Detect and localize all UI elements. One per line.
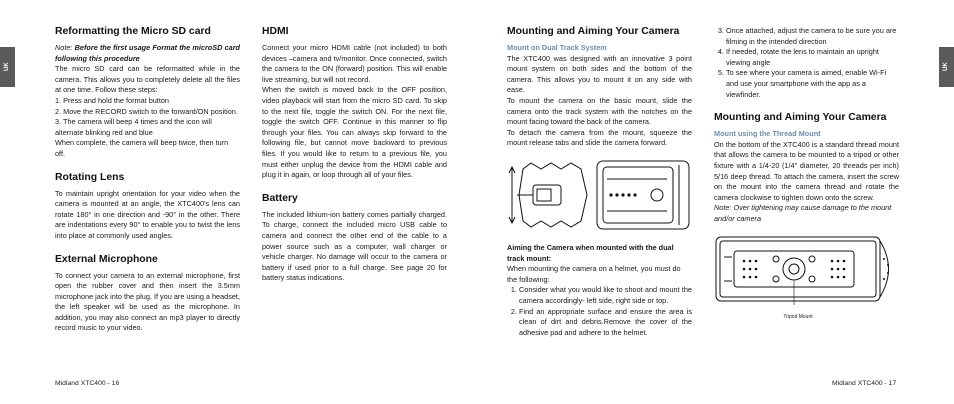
subheading-dual-track: Mount on Dual Track System bbox=[507, 43, 607, 52]
tripod-mount-illustration bbox=[714, 231, 899, 323]
footer-page-left: Midland XTC400 - 16 bbox=[55, 380, 120, 387]
list-item: 4. If needed, rotate the lens to maintain an upright viewing angle bbox=[726, 47, 899, 68]
paragraph-hdmi-2: When the switch is moved back to the OFF position, video playback will start from the micro SD card. To skip to the next file, toggle the switch ON. For the next file, toggle the switch OFF. Continue in this manner to flip through your files. You can always skip forward to the following file, but cannot move backward to previous files. If you would like to return to a previous file, you must either unplug the device from the HDMI cable and plug it in again, or loop through all of your files. bbox=[262, 85, 447, 180]
paragraph-mount-3: To detach the camera from the mount, squeeze the mount release tabs and slide the camera forward. bbox=[507, 127, 692, 148]
step-complete: When complete, the camera will beep twice, then turn off. bbox=[55, 138, 229, 158]
paragraph-battery: The included lithium-ion battery comes partially charged. To charge, connect the included micro USB cable to camera and connect the other end of the cable to a power source such as a computer, wall charger or vehicle charger. No damage will occur to the camera or battery if used prior to a full charge. See page 20 for battery status indications. bbox=[262, 209, 447, 283]
right-column-1 bbox=[507, 26, 692, 338]
heading-aiming: Aiming the Camera when mounted with the dual track mount: bbox=[507, 242, 674, 263]
note-over-tightening: Note: Over tightening may cause damage to the mount and/or camera bbox=[714, 203, 892, 223]
aiming-steps-list-continued bbox=[714, 26, 899, 100]
aiming-steps-list bbox=[507, 285, 692, 338]
note-format: Note: Before the first usage Format the microSD card following this procedure bbox=[55, 43, 240, 63]
left-column bbox=[55, 26, 240, 334]
paragraph-external-mic: To connect your camera to an external microphone, first open the rubber cover and then insert the 3.5mm microphone jack into the plug. If you are using a headset, the left speaker will be used as the microphone. In addition, you may also connect an mp3 player to directly record music to your video. bbox=[55, 270, 240, 333]
dual-track-mount-illustration bbox=[507, 155, 692, 237]
heading-rotating-lens: Rotating Lens bbox=[55, 171, 125, 183]
middle-column bbox=[262, 26, 447, 284]
paragraph-thread-mount: On the bottom of the XTC400 is a standard thread mount that allows the camera to be mounted to a tripod or other fixture with a 1/4-20 (1/4" diameter, 20 threads per inch) 5/16 deep thread. To attach the camera, insert the screw on the mount into the camera thread and rotate the camera clockwise to tighten down onto the screw. bbox=[714, 139, 899, 202]
step-2: 2. Move the RECORD switch to the forward/ON position. bbox=[55, 106, 238, 116]
list-item: 3. Once attached, adjust the camera to be sure you are filming in the intended direction bbox=[726, 26, 899, 47]
language-tab-right: UK bbox=[939, 47, 954, 87]
paragraph-mount-2: To mount the camera on the basic mount, slide the camera onto the track system with the notches on the mount facing toward the back of the camera. bbox=[507, 95, 692, 127]
heading-battery: Battery bbox=[262, 192, 298, 204]
paragraph-rotating-lens: To maintain upright orientation for your video when the camera is mounted at an angle, the XTC400's lens can rotate 180° in one direction and -90° in the other. There are indentations every 90° to enable you to twist the lens into place at commonly used angles. bbox=[55, 188, 240, 240]
step-1: 1. Press and hold the format button bbox=[55, 95, 169, 105]
subheading-thread-mount: Mount using the Thread Mount bbox=[714, 129, 821, 139]
footer-page-right: Midland XTC400 - 17 bbox=[832, 380, 897, 387]
paragraph-reformat: The micro SD card can be reformatted while in the camera. This allows you to completely delete all the files at one time. Follow these steps: bbox=[55, 64, 240, 95]
language-tab-left: UK bbox=[0, 47, 15, 87]
paragraph-mount-1: The XTC400 was designed with an innovative 3 point mount system on both sides and the bottom of the camera. This allows you to mount it on any side with ease. bbox=[507, 53, 692, 95]
caption-tripod-mount: Tripod Mount bbox=[783, 314, 813, 321]
list-item: 2. Find an appropriate surface and ensure the area is clean of dirt and debris.Remove the cover of the adhesive pad and adhere to the helmet. bbox=[519, 307, 692, 339]
heading-reformatting: Reformatting the Micro SD card bbox=[55, 26, 211, 37]
paragraph-aiming-intro: When mounting the camera on a helmet, you must do the following: bbox=[507, 264, 681, 284]
heading-mounting: Mounting and Aiming Your Camera bbox=[507, 26, 680, 37]
list-item: 1. Consider what you would like to shoot and mount the camera accordingly- left side, right side or top. bbox=[519, 285, 692, 306]
step-3: 3. The camera will beep 4 times and the icon will alternate blinking red and blue bbox=[55, 117, 212, 137]
heading-external-mic: External Microphone bbox=[55, 253, 158, 265]
list-item: 5. To see where your camera is aimed, enable Wi-Fi and use your smartphone with the app as a viewfinder. bbox=[726, 68, 899, 100]
heading-mounting-thread: Mounting and Aiming Your Camera bbox=[714, 112, 887, 124]
paragraph-hdmi-1: Connect your micro HDMI cable (not included) to both devices –camera and tv/monitor. Once connected, switch the camera to the ON (forward) position. This will enable live streaming, but will not record. bbox=[262, 43, 447, 84]
right-column-2 bbox=[714, 26, 899, 323]
heading-hdmi: HDMI bbox=[262, 26, 289, 37]
